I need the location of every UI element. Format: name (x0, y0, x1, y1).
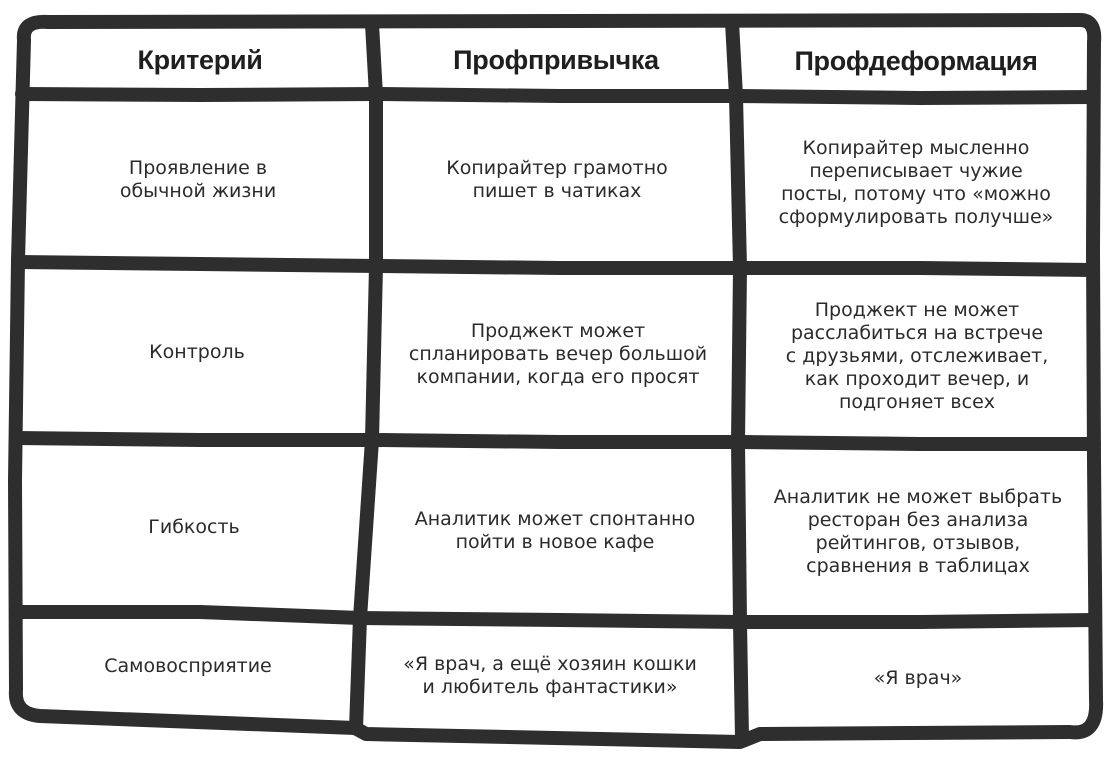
row-3-criterion: Гибкость (148, 515, 240, 538)
row-3-deformation: Аналитик не может выбрать ресторан без анализа рейтингов, отзывов, сравнения в таблицах (773, 486, 1063, 577)
row-4-deformation: «Я врач» (873, 666, 963, 689)
row-2-deformation: Проджект не может расслабиться на встрече с друзьями, отслеживает, как проходит вечер, и подгоняет всех (785, 298, 1049, 413)
row-2-habit: Проджект может спланировать вечер большой компании, когда его просят (408, 319, 708, 388)
row-4-habit: «Я врач, а ещё хозяин кошки и любитель фантастики» (403, 653, 697, 698)
header-prof-habit: Профпривычка (453, 44, 659, 75)
header-prof-deformation: Профдеформация (794, 45, 1038, 76)
row-4-criterion: Самовосприятие (104, 654, 272, 677)
header-criterion: Критерий (137, 44, 263, 75)
row-1-deformation: Копирайтер мысленно переписывает чужие посты, потому что «можно сформулировать получше» (778, 137, 1054, 228)
row-1-criterion: Проявление в обычной жизни (119, 157, 277, 202)
row-1-habit: Копирайтер грамотно пишет в чатиках (446, 157, 668, 202)
row-3-habit: Аналитик может спонтанно пойти в новое кафе (414, 508, 696, 553)
row-2-criterion: Контроль (149, 340, 245, 363)
